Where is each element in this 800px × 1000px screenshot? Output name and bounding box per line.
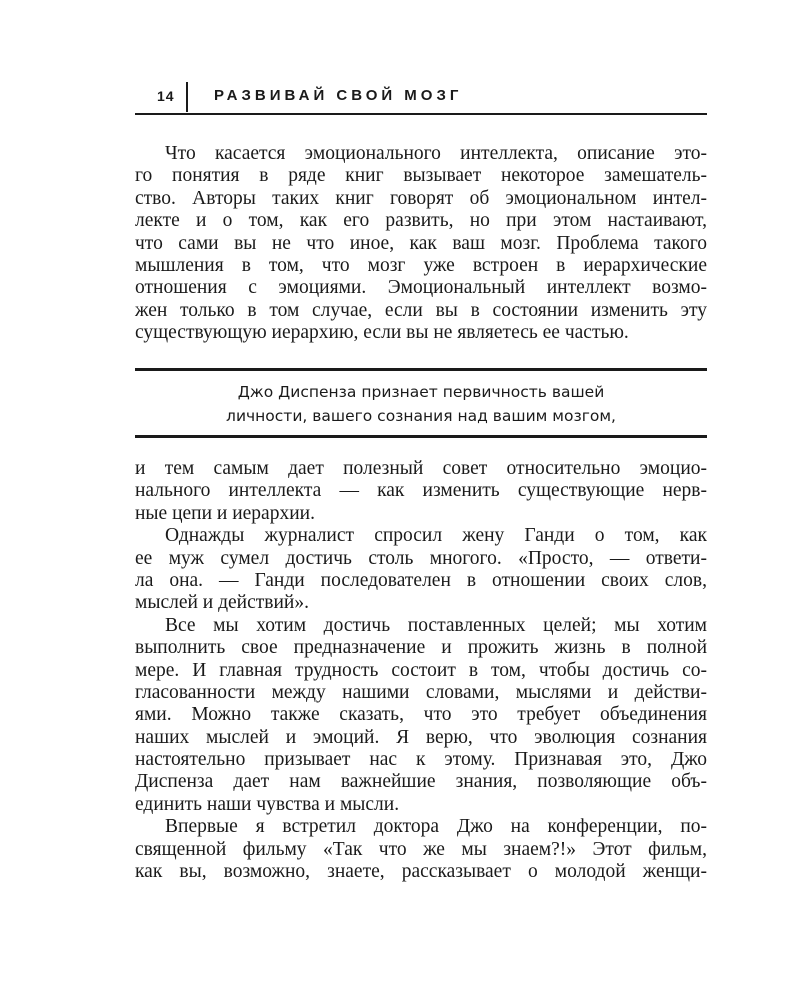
text-line: и тем самым дает полезный совет относительно эмоцио- (135, 458, 707, 479)
text-line: жен только в том случае, если вы в состоянии изменить эту (135, 299, 707, 321)
text-line: Что касается эмоционального интеллекта, описание это- (165, 143, 707, 164)
text-line: Все мы хотим достичь поставленных целей; мы хотим (165, 614, 707, 636)
paragraph-block-1 (135, 143, 707, 345)
header-separator (186, 82, 188, 112)
text-line: настоятельно призывает нас к этому. Признавая это, Джо (135, 749, 707, 771)
running-title: РАЗВИВАЙ СВОЙ МОЗГ (214, 87, 463, 104)
header-rule (135, 113, 707, 115)
text-line: ные цепи и иерархии. (135, 502, 315, 524)
page-header (135, 78, 707, 114)
pull-quote-line: личности, вашего сознания над вашим мозгом, (226, 407, 616, 425)
text-line: лекте и о том, как его развить, но при этом настаивают, (135, 210, 707, 232)
text-line: нального интеллекта — как изменить существующие нерв- (135, 480, 707, 502)
text-line: как вы, возможно, знаете, рассказывает о молодой женщи- (135, 861, 707, 883)
text-line: что сами вы не что иное, как ваш мозг. Проблема такого (135, 232, 707, 254)
paragraph-block-2 (135, 458, 707, 883)
text-line: мыслей и действий». (135, 592, 309, 614)
pull-quote (135, 380, 707, 428)
pull-quote-line: Джо Диспенза признает первичность вашей (237, 383, 605, 401)
text-line: Диспенза дает нам важнейшие знания, позволяющие объ- (135, 771, 707, 793)
text-line: мере. И главная трудность состоит в том, чтобы достичь со- (135, 659, 707, 681)
text-line: отношения с эмоциями. Эмоциональный интеллект возмо- (135, 277, 707, 299)
text-line: выполнить свое предназначение и прожить жизнь в полной (135, 637, 707, 659)
text-line: ями. Можно также сказать, что это требует объединения (135, 704, 707, 726)
pull-quote-bottom-rule (135, 435, 707, 438)
text-line: Впервые я встретил доктора Джо на конференции, по- (165, 816, 707, 838)
pull-quote-top-rule (135, 368, 707, 371)
text-line: гласованности между нашими словами, мыслями и действи- (135, 681, 707, 703)
text-line: Однажды журналист спросил жену Ганди о том, как (165, 525, 707, 547)
page-number: 14 (157, 88, 175, 104)
text-line: наших мыслей и эмоций. Я верю, что эволюция сознания (135, 726, 707, 748)
text-line: существующую иерархию, если вы не являетесь ее частью. (135, 322, 629, 344)
text-line: единить наши чувства и мысли. (135, 793, 400, 815)
text-line: мышления в том, что мозг уже встроен в иерархические (135, 254, 707, 276)
text-line: ее муж сумел достичь столь многого. «Просто, — ответи- (135, 547, 707, 569)
text-line: священной фильму «Так что же мы знаем?!» Этот фильм, (135, 838, 707, 860)
text-line: ла она. — Ганди последователен в отношении своих слов, (135, 569, 707, 591)
text-line: ство. Авторы таких книг говорят об эмоциональном интел- (135, 187, 707, 209)
text-line: го понятия в ряде книг вызывает некоторое замешатель- (135, 165, 707, 187)
